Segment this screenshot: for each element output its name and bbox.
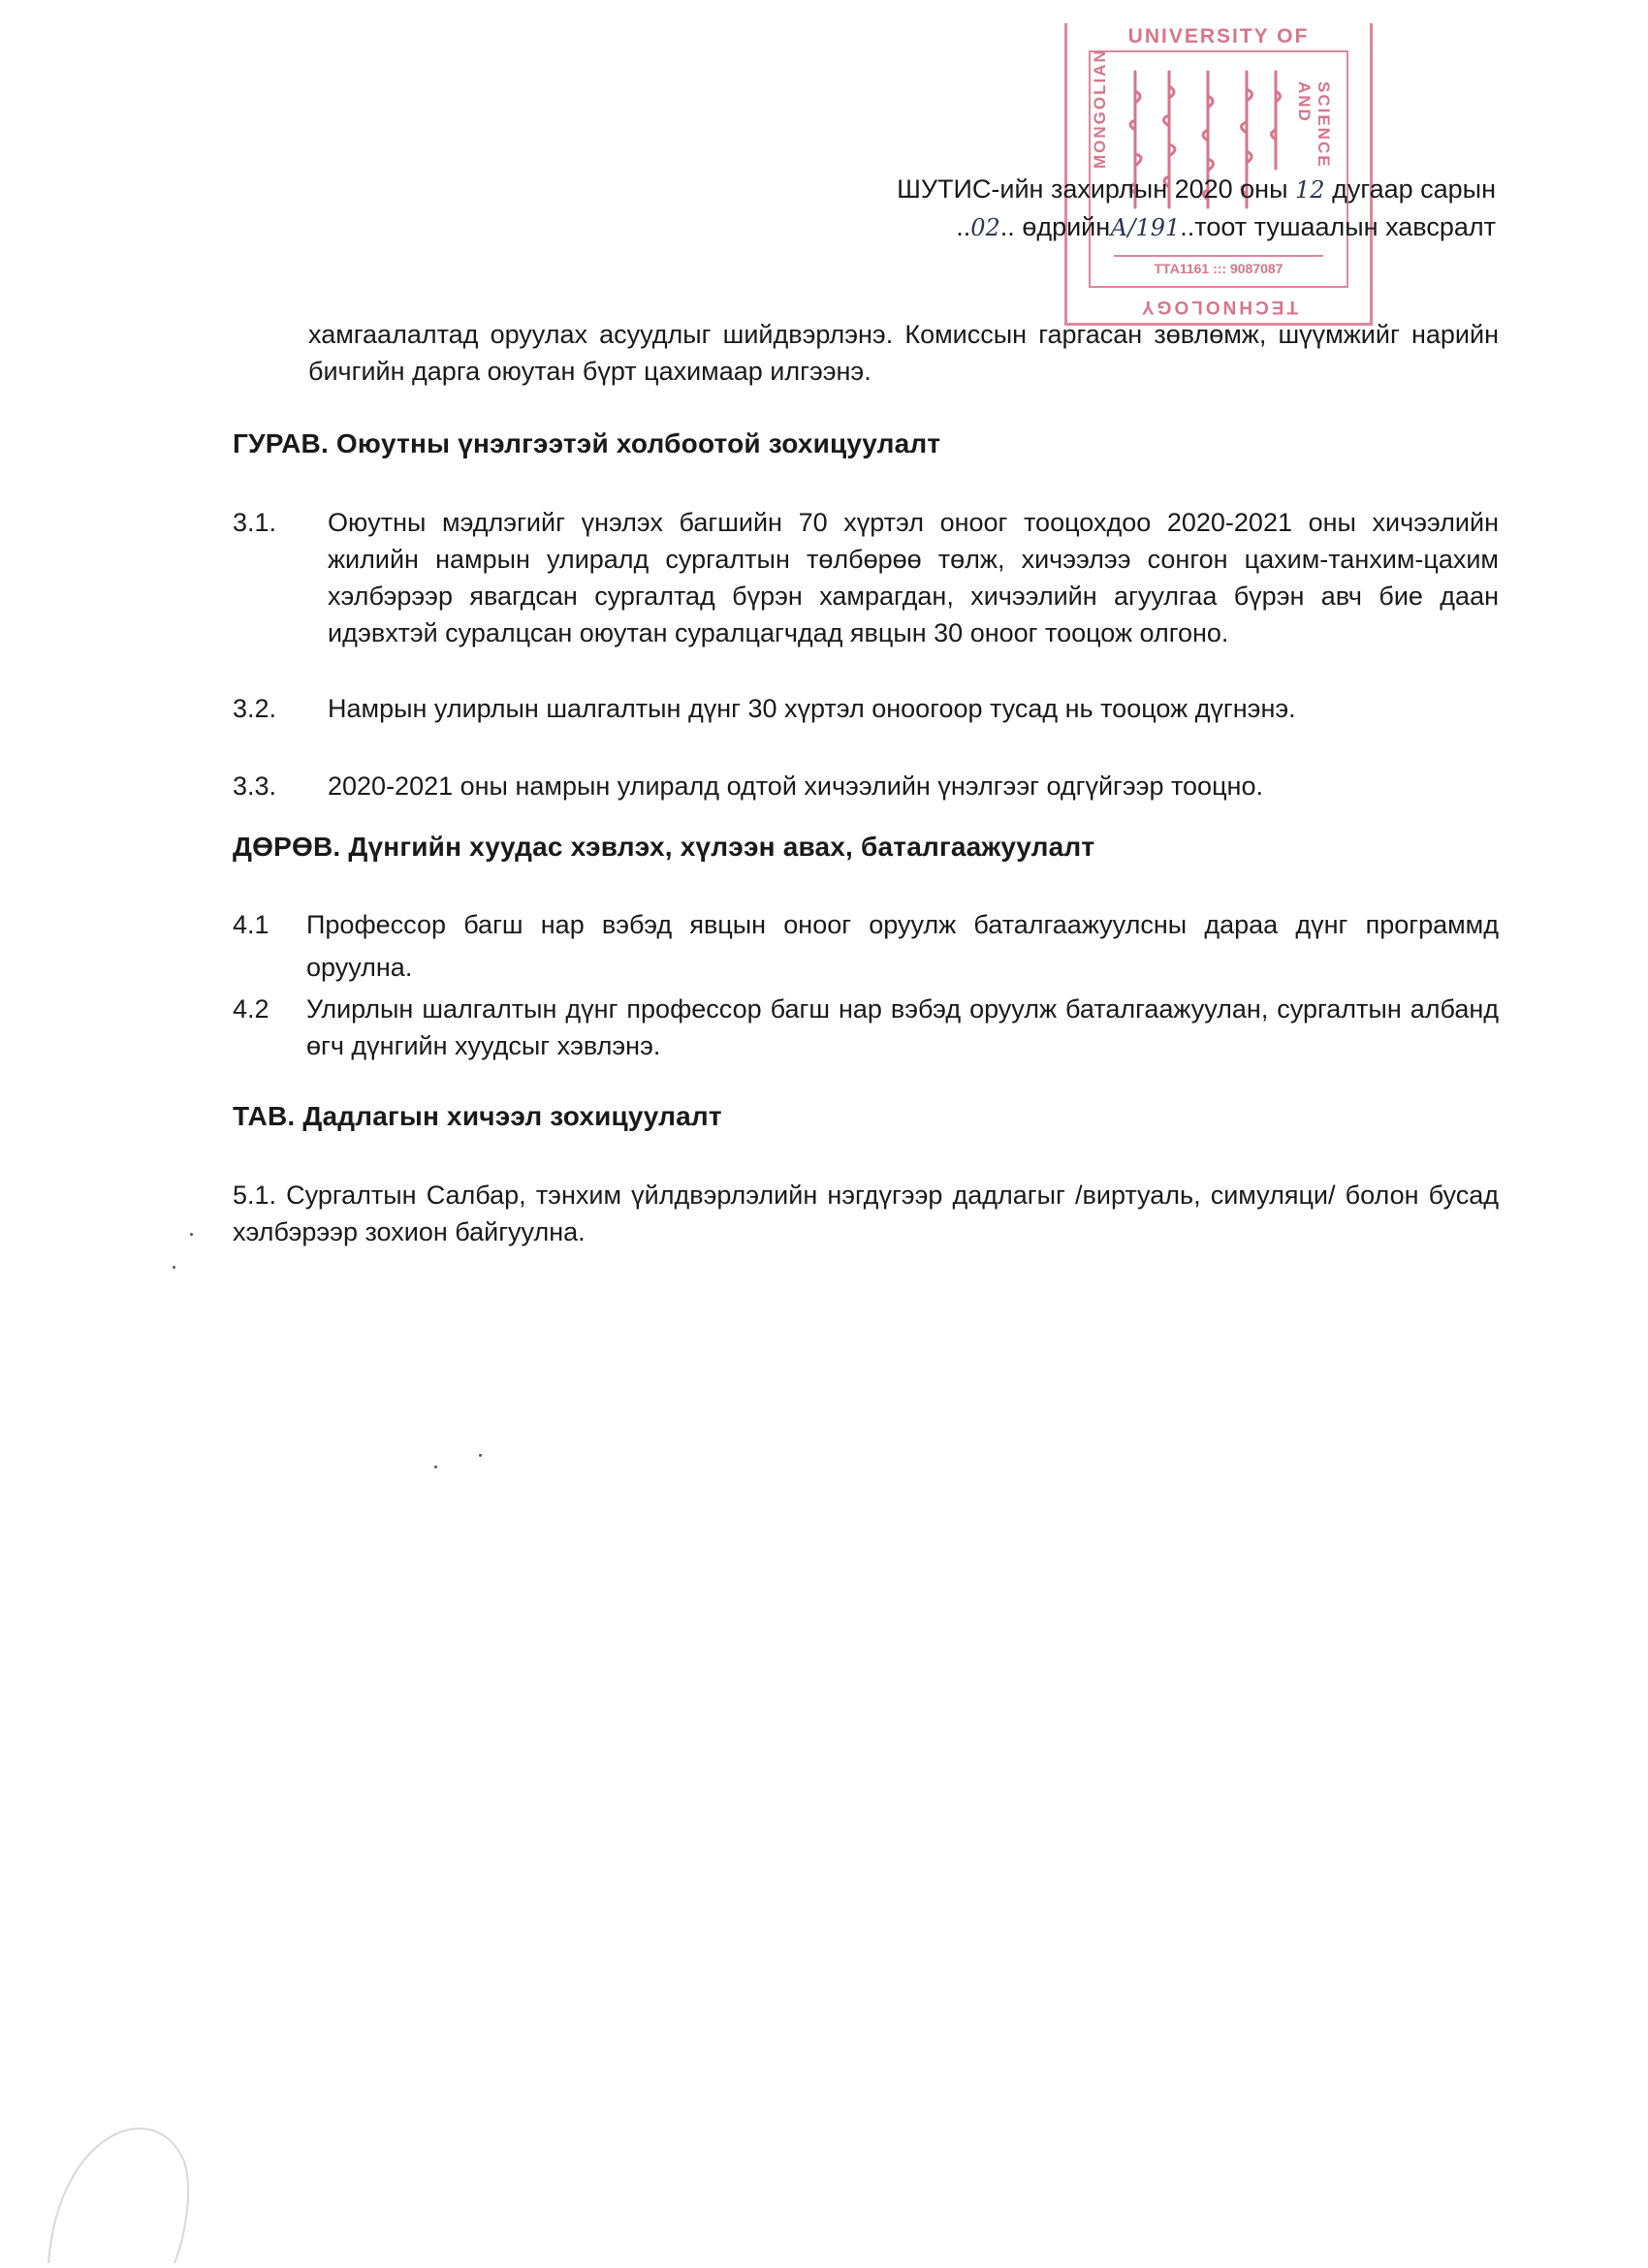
item-text: 2020-2021 оны намрын улиралд одтой хичээлийн үнэлгээг одгүйгээр тооцно.: [328, 772, 1263, 801]
handwritten-order-number: А/191: [1110, 214, 1181, 241]
handwritten-month: 12: [1295, 176, 1325, 204]
item-4-2: [233, 991, 1499, 1064]
stamp-bottom-text: TECHNOLOGY: [1138, 297, 1299, 317]
header-line2-suffix: тоот тушаалын хавсралт: [1194, 212, 1496, 241]
section-3-heading: ГУРАВ. Оюутны үнэлгээтэй холбоотой зохицуулалт: [233, 428, 941, 458]
stamp-left-text: MONGOLIAN: [1091, 48, 1109, 169]
header-line-1: [759, 171, 1496, 208]
item-text: Улирлын шалгалтын дүнг профессор багш нар вэбэд оруулж баталгаажуулан, сургалтын албанд өгч дүнгийн хуудсыг хэвлэнэ.: [306, 994, 1499, 1060]
stamp-registration: ТТА1161 ::: 9087087: [1114, 255, 1323, 276]
item-3-3: [233, 768, 1499, 804]
item-3-2: [233, 690, 1499, 727]
scan-speck: [479, 1454, 482, 1457]
section-5-paragraph: 5.1. Сургалтын Салбар, тэнхим үйлдвэрлэлийн нэгдүгээр дадлагыг /виртуаль, симуляци/ болон бусад хэлбэрээр зохион байгуулна.: [233, 1181, 1499, 1246]
section-5-heading: ТАВ. Дадлагын хичээл зохицуулалт: [233, 1101, 722, 1131]
header-line2-mid: өдрийн: [1022, 212, 1111, 241]
item-number: 4.1: [233, 910, 269, 939]
item-text: Намрын улирлын шалгалтын дүнг 30 хүртэл оноогоор тусад нь тооцож дүгнэнэ.: [328, 694, 1296, 723]
stamp-right-text: SCIENCE AND: [1295, 81, 1333, 169]
continuation-paragraph: хамгаалалтад оруулах асуудлыг шийдвэрлэнэ. Комиссын гаргасан зөвлөмж, шүүмжийг нарийн бичгийн дарга оюутан бүрт цахимаар илгээнэ.: [308, 320, 1499, 386]
scan-speck: [190, 1233, 193, 1236]
item-number: 3.1.: [233, 508, 277, 537]
scan-speck: [434, 1465, 437, 1468]
item-number: 3.2.: [233, 694, 277, 723]
item-number: 4.2: [233, 994, 269, 1024]
item-4-1: [233, 903, 1499, 989]
section-4-heading: ДӨРӨВ. Дүнгийн хуудас хэвлэх, хүлээн авах, баталгаажуулалт: [233, 832, 1095, 862]
item-3-1: [233, 504, 1499, 651]
document-header: [759, 171, 1496, 246]
stamp-top-text: UNIVERSITY OF: [1127, 25, 1310, 47]
item-text: Оюутны мэдлэгийг үнэлэх багшийн 70 хүртэл оноог тооцохдоо 2020-2021 оны хичээлийн жилийн намрын улиралд сургалтын төлбөрөө төлж, хичээлээ сонгон цахим-танхим-цахим хэлбэрээр явагдсан сургалтад бүрэн хамрагдан, хичээлийн агуулгаа бүрэн авч бие даан идэвхтэй суралцсан оюутан суралцагчдад явцын 30 оноог тооцож олгоно.: [328, 508, 1499, 647]
scan-artifact-curve: [39, 2074, 204, 2268]
header-line1-prefix: ШУТИС-ийн захирлын 2020 оны: [897, 174, 1288, 204]
handwritten-day: 02: [970, 214, 1000, 241]
header-line1-suffix: дугаар сарын: [1332, 174, 1496, 204]
scan-speck: [173, 1266, 175, 1269]
item-text: Профессор багш нар вэбэд явцын оноог оруулж баталгаажуулсны дараа дүнг программд оруулна.: [306, 910, 1499, 982]
header-line-2: ..02.. өдрийнА/191..тоот тушаалын хавсралт: [956, 212, 1496, 241]
item-number: 3.3.: [233, 772, 277, 801]
